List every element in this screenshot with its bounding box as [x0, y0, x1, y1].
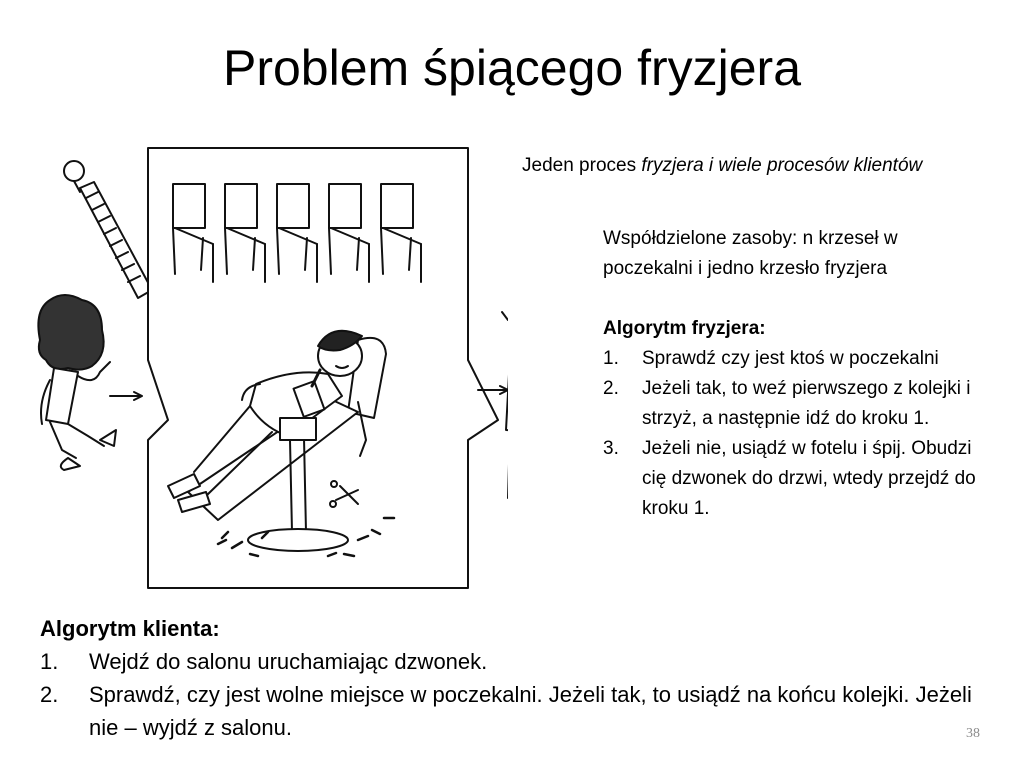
barber-algorithm	[603, 314, 983, 524]
step-text: Sprawdź czy jest ktoś w poczekalni	[642, 348, 939, 369]
barber-step	[603, 374, 983, 434]
arriving-customer-icon	[38, 295, 116, 470]
client-algorithm-steps	[40, 645, 980, 744]
slide-title: Problem śpiącego fryzjera	[222, 40, 802, 96]
client-algorithm-heading: Algorytm klienta:	[40, 616, 220, 641]
step-number: 2.	[603, 378, 619, 399]
page-number: 38	[966, 726, 980, 741]
process-intro	[522, 152, 942, 179]
sleeping-barber-illustration	[28, 140, 508, 600]
step-text: Jeżeli tak, to weź pierwszego z kolejki i strzyż, a następnie idź do kroku 1.	[642, 378, 971, 429]
shared-resources: Współdzielone zasoby: n krzeseł w poczekalni i jedno krzesło fryzjera	[603, 228, 898, 279]
arrow-in-icon	[110, 392, 142, 400]
intro-emphasis: fryzjera i wiele procesów klientów	[641, 155, 923, 176]
intro-prefix: Jeden proces	[522, 155, 642, 176]
departing-customer-icon	[502, 306, 508, 498]
client-algorithm	[40, 612, 980, 744]
step-number: 1.	[40, 649, 59, 674]
barber-step	[603, 344, 983, 374]
step-number: 1.	[603, 348, 619, 369]
barber-algorithm-steps	[603, 344, 983, 524]
client-step	[40, 645, 980, 678]
step-number: 3.	[603, 438, 619, 459]
client-step	[40, 678, 980, 744]
barber-step	[603, 434, 983, 524]
step-text: Wejdź do salonu uruchamiając dzwonek.	[89, 649, 488, 674]
step-text: Sprawdź, czy jest wolne miejsce w poczekalni. Jeżeli tak, to usiądź na końcu kolejki. Jeżeli nie – wyjdź z salonu.	[89, 682, 972, 740]
barber-pole-icon	[64, 161, 152, 298]
step-number: 2.	[40, 682, 59, 707]
step-text: Jeżeli nie, usiądź w fotelu i śpij. Obudzi cię dzwonek do drzwi, wtedy przejdź do kroku 1.	[642, 438, 976, 519]
barber-algorithm-heading: Algorytm fryzjera:	[603, 318, 766, 339]
